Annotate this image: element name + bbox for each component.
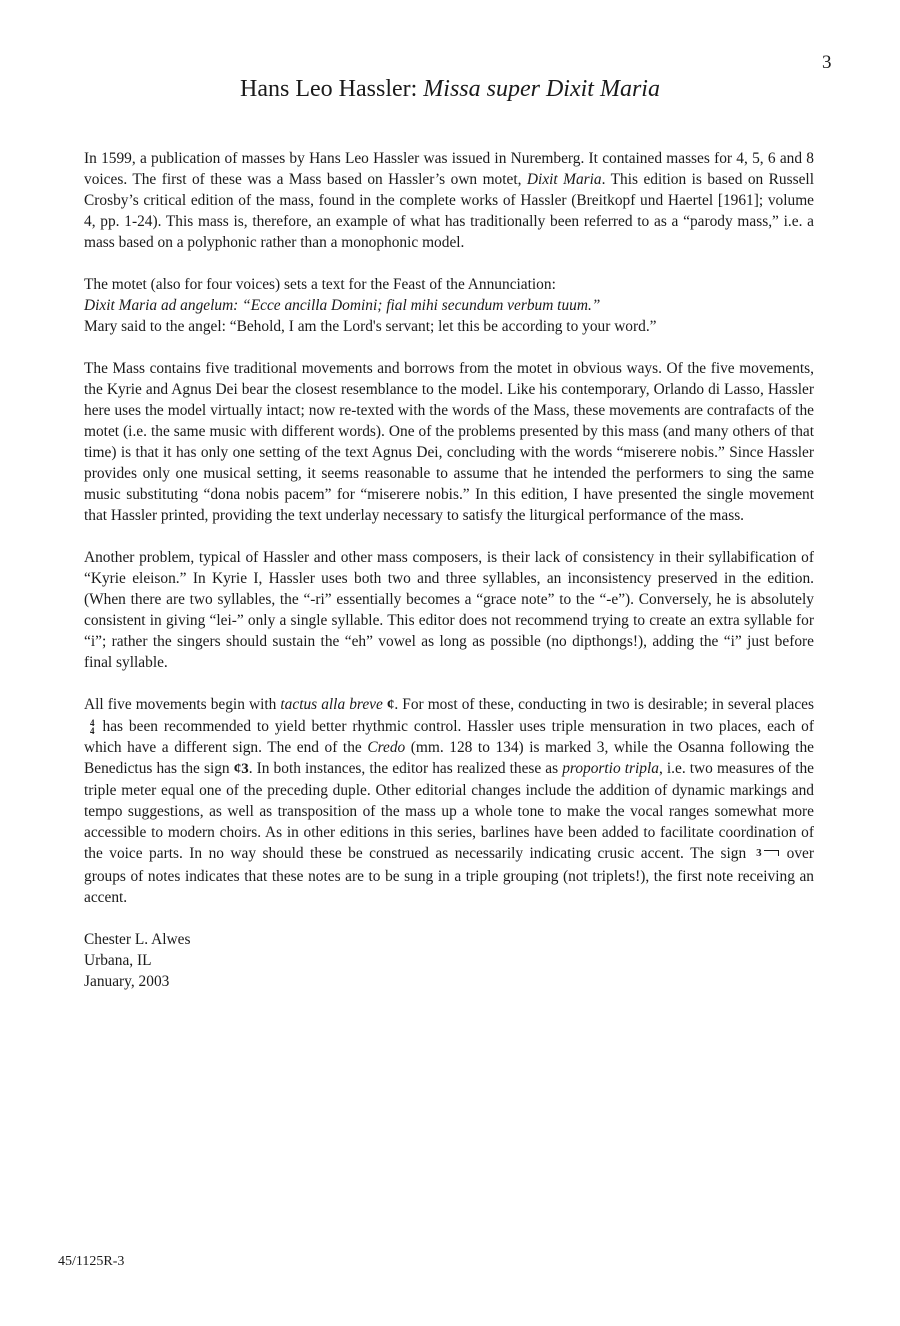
paragraph-syllabification: Another problem, typical of Hassler and other mass composers, is their lack of consistency in their syllabification of “Kyrie eleison.” In Kyrie I, Hassler uses both two and three syllables, an inconsistency preserved in the edition. (When there are two syllables, the “-ri” essentially becomes a “grace note” to the “-e”). Conversely, he is absolutely consistent in giving “lei-” only a single syllable. This editor does not recommend trying to create an extra syllable for “i”; rather the singers should sustain the “eh” vowel as long as possible (no dipthongs!), adding the “i” just before final syllable. <box>84 549 814 671</box>
catalog-number: 45/1125R-3 <box>58 1254 125 1269</box>
four-four-symbol <box>90 719 95 735</box>
four-four-top: 4 <box>90 718 95 729</box>
motet-translation-line: Mary said to the angel: “Behold, I am the Lord's servant; let this be according to your word.” <box>84 318 657 335</box>
cut-three-symbol: ¢3 <box>233 761 249 777</box>
four-four-bottom: 4 <box>90 726 95 737</box>
editorial-text-2: . For most of these, conducting in two is desirable; in several places <box>394 696 814 713</box>
title-work: Missa super Dixit Maria <box>423 76 660 102</box>
signature-block <box>84 929 814 992</box>
proportio-term: proportio tripla <box>562 760 659 777</box>
paragraph-movements: The Mass contains five traditional movements and borrows from the motet in obvious ways. Of the five movements, the Kyrie and Agnus Dei bear the closest resemblance to the model. Like his contemporary, Orlando di Lasso, Hassler here uses the model virtually intact; now re-texted with the words of the Mass, these movements are contrafacts of the motet (i.e. the same music with different words). One of the problems presented by this mass (and many others of that time) is that it has only one setting of the text Agnus Dei, concluding with the words “miserere nobis.” Since Hassler provides only one musical setting, it seems reasonable to assume that he intended the performers to sing the same music substituting “dona nobis pacem” for “miserere nobis.” In this edition, I have presented the single movement that Hassler printed, providing the text underlay necessary to satisfy the liturgical performance of the mass. <box>84 360 814 524</box>
body-text <box>84 148 814 1013</box>
editorial-text-4: (mm. 128 to 134) is marked 3, while the Osanna following the Benedictus has the sign <box>84 739 814 777</box>
signature-date: January, 2003 <box>84 973 170 990</box>
editorial-text-5: . In both instances, the editor has realized these as <box>248 760 559 777</box>
page-number: 3 <box>822 52 832 73</box>
bracket-line-icon <box>764 850 779 856</box>
paragraph-editorial <box>84 694 814 908</box>
paragraph-motet-text <box>84 274 814 337</box>
signature-name: Chester L. Alwes <box>84 931 191 948</box>
editorial-text-1: All five movements begin with <box>84 696 277 713</box>
editorial-text-7: over groups of notes indicates that these notes are to be sung in a triple grouping (not triplets!), the first note receiving an accent. <box>84 845 814 906</box>
paragraph-intro-text-a: In 1599, a publication of masses by Hans Leo Hassler was issued in Nuremberg. It contained masses for 4, 5, 6 and 8 voices. The first of these was a Mass based on Hassler’s own motet, <box>84 150 814 188</box>
editorial-text-6: , i.e. two measures of the triple meter equal one of the preceding duple. Other editorial changes include the addition of dynamic markings and tempo suggestions, as well as transposition of the mass up a whole tone to make the vocal ranges somewhat more accessible to modern choirs. As in other editions in this series, barlines have been added to facilitate coordination of the voice parts. In no way should these be construed as necessarily indicating crusic accent. The sign <box>84 760 814 862</box>
triple-bracket-number: 3 <box>756 847 762 859</box>
triple-bracket-symbol <box>756 843 779 864</box>
title-composer: Hans Leo Hassler: <box>240 76 418 102</box>
motet-title-ref: Dixit Maria <box>526 171 602 188</box>
motet-latin-line: Dixit Maria ad angelum: “Ecce ancilla Domini; fial mihi secundum verbum tuum.” <box>84 297 601 314</box>
page-title <box>0 76 900 103</box>
tactus-term: tactus alla breve <box>280 696 383 713</box>
editorial-text-3: has been recommended to yield better rhythmic control. Hassler uses triple mensuration in two places, each of which have a different sign. The end of the <box>84 718 814 756</box>
credo-term: Credo <box>367 739 406 756</box>
signature-place: Urbana, IL <box>84 952 152 969</box>
paragraph-intro <box>84 148 814 253</box>
cut-time-symbol: ¢ <box>386 697 395 713</box>
motet-intro-line: The motet (also for four voices) sets a text for the Feast of the Annunciation: <box>84 276 556 293</box>
paragraph-intro-text-b: . This edition is based on Russell Crosby’s critical edition of the mass, found in the complete works of Hassler (Breitkopf und Haertel [1961]; volume 4, pp. 1-24). This mass is, therefore, an example of what has traditionally been referred to as a “parody mass,” i.e. a mass based on a polyphonic rather than a monophonic model. <box>84 171 814 251</box>
